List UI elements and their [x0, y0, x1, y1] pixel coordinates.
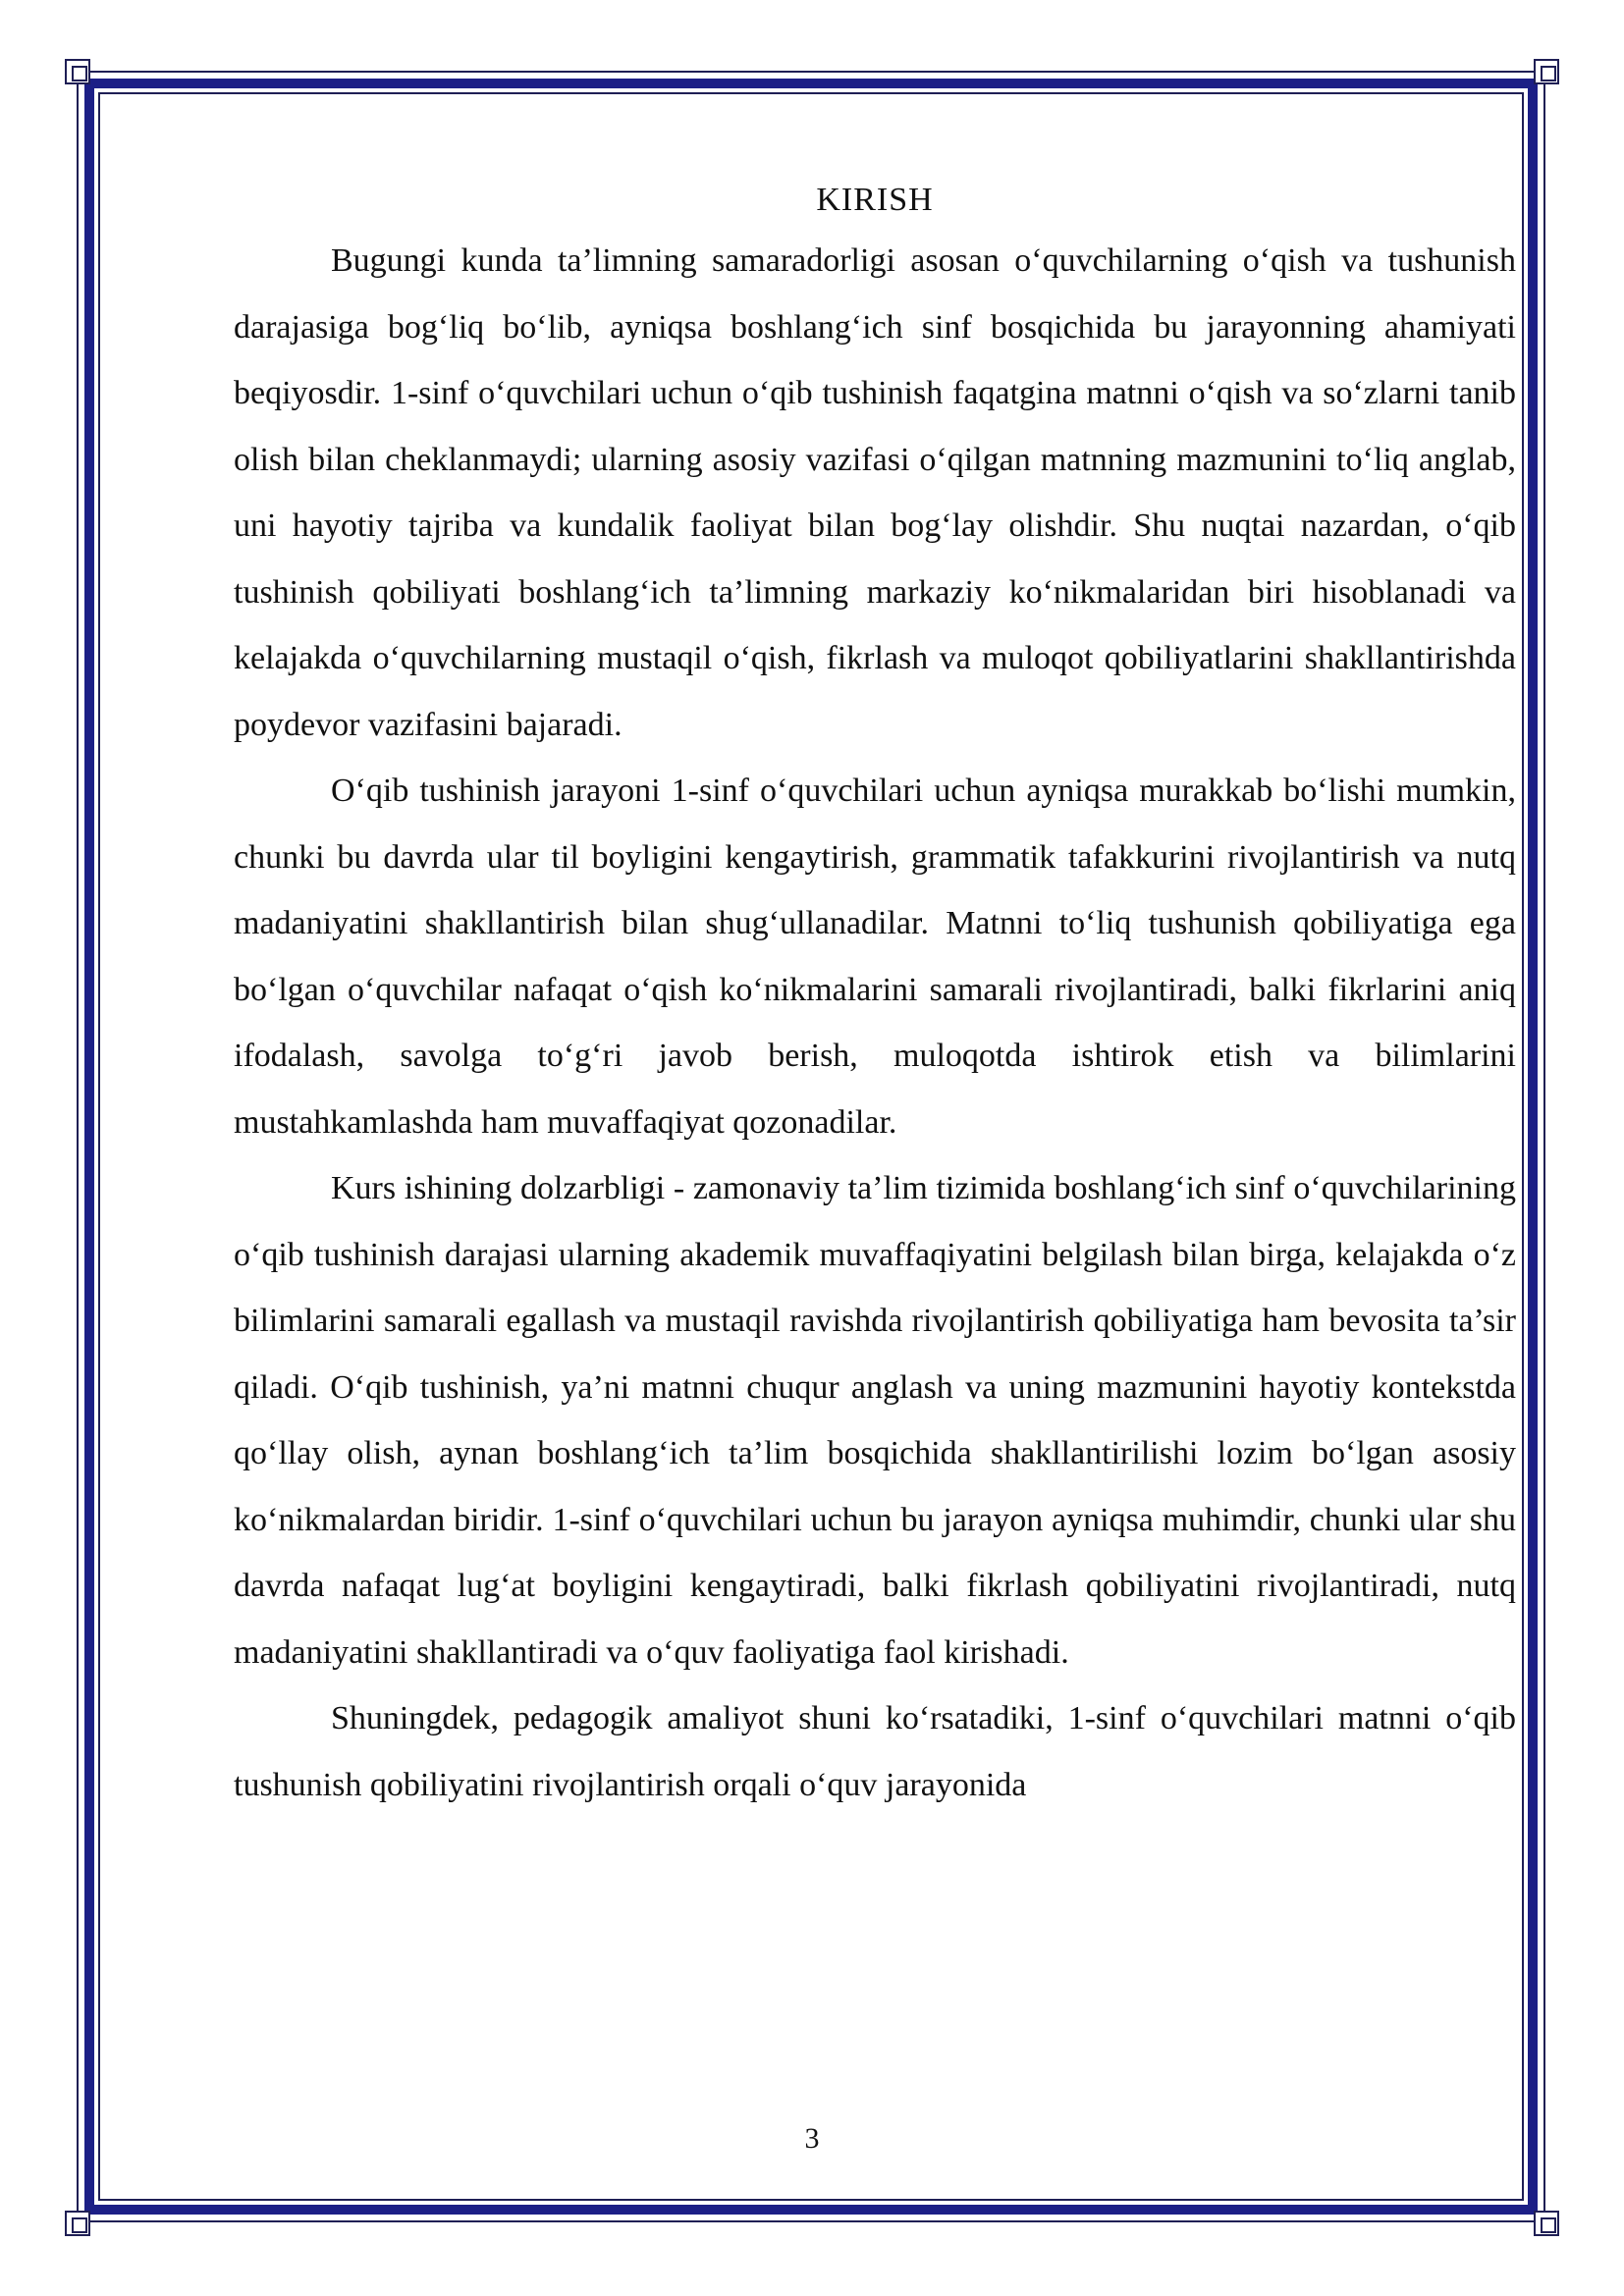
corner-ornament-top-left	[65, 59, 90, 84]
page-number: 3	[804, 2122, 820, 2155]
corner-ornament-top-right	[1534, 59, 1559, 84]
paragraph-4: Shuningdek, pedagogik amaliyot shuni ko‘rsatadiki, 1-sinf o‘quvchilari matnni o‘qib tushunish qobiliyatini rivojlantirish orqali o‘quv jarayonida	[234, 1700, 1516, 1803]
paragraph-3: Kurs ishining dolzarbligi - zamonaviy ta’lim tizimida boshlang‘ich sinf o‘quvchilarining o‘qib tushinish darajasi ularning akademik muvaffaqiyatini belgilash bilan birga, kelajakda o‘z bilimlarini samarali egallash va mustaqil ravishda rivojlantirish qobiliyatiga ham bevosita ta’sir qiladi. O‘qib tushinish, ya’ni matnni chuqur anglash va uning mazmunini hayotiy kontekstda qo‘llay olish, aynan boshlang‘ich ta’lim bosqichida shakllantirilishi lozim bo‘lgan asosiy ko‘nikmalardan biridir. 1-sinf o‘quvchilari uchun bu jarayon ayniqsa muhimdir, chunki ular shu davrda nafaqat lug‘at boyligini kengaytiradi, balki fikrlash qobiliyatini rivojlantiradi, nutq madaniyatini shakllantiradi va o‘quv faoliyatiga faol kirishadi.	[234, 1170, 1516, 1671]
paragraph-2: O‘qib tushinish jarayoni 1-sinf o‘quvchilari uchun ayniqsa murakkab bo‘lishi mumkin, chunki bu davrda ular til boyligini kengaytirish, grammatik tafakkurini rivojlantirish va nutq madaniyatini shakllantirish bilan shug‘ullanadilar. Matnni to‘liq tushunish qobiliyatiga ega bo‘lgan o‘quvchilar nafaqat o‘qish ko‘nikmalarini samarali rivojlantiradi, balki fikrlarini aniq ifodalash, savolga to‘g‘ri javob berish, muloqotda ishtirok etish va bilimlarini mustahkamlashda ham muvaffaqiyat qozonadilar.	[234, 773, 1516, 1141]
corner-ornament-bottom-right	[1534, 2211, 1559, 2236]
page-title: KIRISH	[816, 182, 934, 218]
paragraph-1: Bugungi kunda ta’limning samaradorligi asosan o‘quvchilarning o‘qish va tushunish darajasiga bog‘liq bo‘lib, ayniqsa boshlang‘ich sinf bosqichida bu jarayonning ahamiyati beqiyosdir. 1-sinf o‘quvchilari uchun o‘qib tushinish faqatgina matnni o‘qish va so‘zlarni tanib olish bilan cheklanmaydi; ularning asosiy vazifasi o‘qilgan matnning mazmunini to‘liq anglab, uni hayotiy tajriba va kundalik faoliyat bilan bog‘lay olishdir. Shu nuqtai nazardan, o‘qib tushinish qobiliyati boshlang‘ich ta’limning markaziy ko‘nikmalaridan biri hisoblanadi va kelajakda o‘quvchilarning mustaqil o‘qish, fikrlash va muloqot qobiliyatlarini shakllantirishda poydevor vazifasini bajaradi.	[234, 242, 1516, 743]
corner-ornament-bottom-left	[65, 2211, 90, 2236]
document-body	[234, 173, 1516, 1818]
